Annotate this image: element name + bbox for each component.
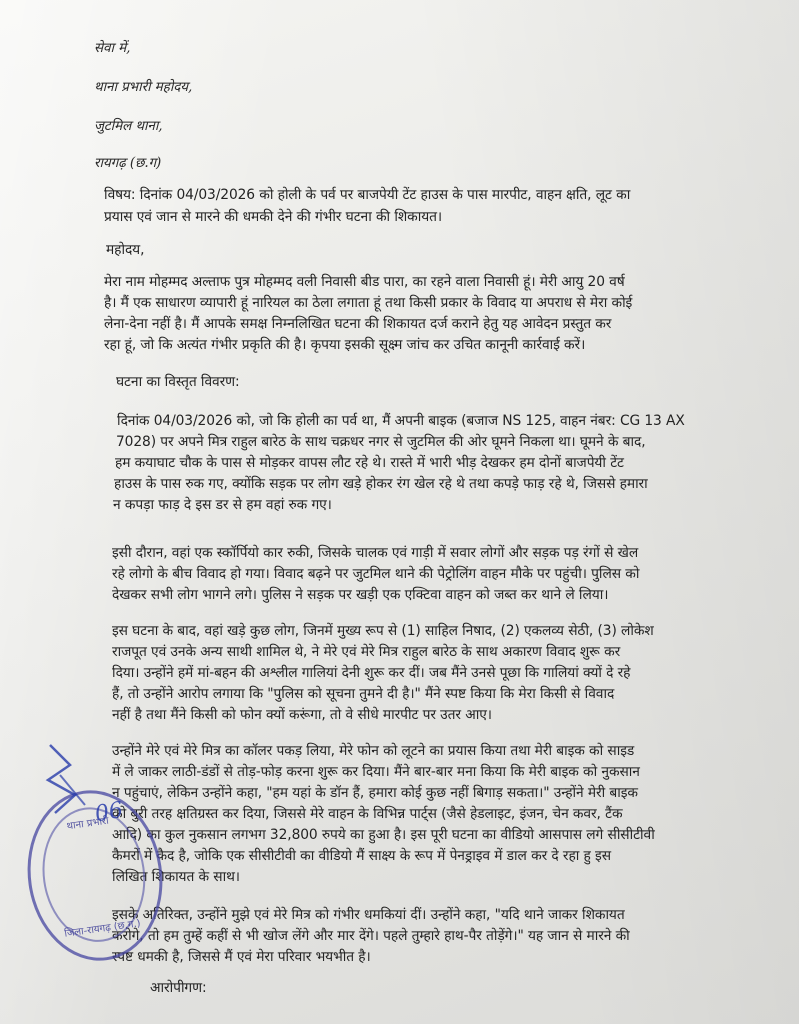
stamp-top-text: थाना प्रभारी <box>66 815 110 833</box>
para3-line: दिया। उन्होंने हमें मां-बहन की अश्लील गालियां देनी शुरू कर दीं। जब मैंने उनसे पूछा कि गालियां क्यों दे रहे <box>112 665 631 681</box>
details-heading: घटना का विस्तृत विवरण: <box>116 374 240 390</box>
stamp-handwritten-number: 06 <box>93 797 125 828</box>
para1-line: 7028) पर अपने मित्र राहुल बारेठ के साथ चक्रधर नगर से जुटमिल की ओर घूमने निकला था। घूमने के बाद, <box>116 434 646 450</box>
para5-line: इसके अतिरिक्त, उन्होंने मुझे एवं मेरे मित्र को गंभीर धमकियां दीं। उन्होंने कहा, "यदि थाने जाकर शिकायत <box>112 907 625 923</box>
address-station: जुटमिल थाना, <box>94 118 163 134</box>
accused-label: आरोपीगण: <box>150 980 207 996</box>
para2-line: इसी दौरान, वहां एक स्कॉर्पियो कार रुकी, जिसके चालक एवं गाड़ी में सवार लोगों और सड़क पड़ रंगों से खेल <box>112 545 639 561</box>
address-to: सेवा में, <box>94 40 131 56</box>
subject-line-1: विषय: दिनांक 04/03/2026 को होली के पर्व पर बाजपेयी टेंट हाउस के पास मारपीट, वाहन क्षति, लूट का <box>104 187 631 203</box>
intro-line: रहा हूं, जो कि अत्यंत गंभीर प्रकृति की है। कृपया इसकी सूक्ष्म जांच कर उचित कानूनी कार्रवाई करें। <box>104 337 586 353</box>
para1-line: न कपड़ा फाड़ दे इस डर से हम वहां रुक गए। <box>113 497 332 513</box>
para2-line: रहे लोगो के बीच विवाद हो गया। विवाद बढ़ने पर जुटमिल थाने की पेट्रोलिंग वाहन मौके पर पहुंची। पुलिस को <box>112 566 640 582</box>
para1-line: हम कयाघाट चौक के पास से मोड़कर वापस लौट रहे थे। रास्ते में भारी भीड़ देखकर हम दोनों बाजपेयी टेंट <box>115 455 624 471</box>
para1-line: हाउस के पास रुक गए, क्योंकि सड़क पर लोग खड़े होकर रंग खेल रहे थे तथा कपड़े फाड़ रहे थे, जिससे हमारा <box>114 476 648 492</box>
para2-line: देखकर सभी लोग भागने लगे। पुलिस ने सड़क पर खड़ी एक एक्टिवा वाहन को जब्त कर थाने ले लिया। <box>112 587 609 603</box>
intro-line: लेना-देना नहीं है। मैं आपके समक्ष निम्नलिखित घटना की शिकायत दर्ज कराने हेतु यह आवेदन प्रस्तुत कर <box>104 316 612 332</box>
para1-line: दिनांक 04/03/2026 को, जो कि होली का पर्व था, मैं अपनी बाइक (बजाज NS 125, वाहन नंबर: CG 13 AX <box>117 413 685 429</box>
para3-line: हैं, तो उन्होंने आरोप लगाया कि "पुलिस को सूचना तुमने दी है।" मैंने स्पष्ट किया कि मेरा किसी से विवाद <box>112 686 615 702</box>
para3-line: राजपूत एवं उनके अन्य साथी शामिल थे, ने मेरे एवं मेरे मित्र राहुल बारेठ के साथ अकारण विवाद शुरू कर <box>112 644 621 660</box>
para4-line: उन्होंने मेरे एवं मेरे मित्र का कॉलर पकड़ लिया, मेरे फोन को लूटने का प्रयास किया तथा मेरी बाइक को साइड <box>112 743 635 759</box>
para4-line: को बुरी तरह क्षतिग्रस्त कर दिया, जिससे मेरे वाहन के विभिन्न पार्ट्स (जैसे हेडलाइट, इंजन, चेन कवर, टैंक <box>112 806 623 822</box>
para4-line: कैमरों में कैद है, जोकि एक सीसीटीवी का वीडियो मैं साक्ष्य के रूप में पेनड्राइव में डाल कर दे रहा हु इस <box>112 848 611 864</box>
para5-line: करोगे, तो हम तुम्हें कहीं से भी खोज लेंगे और मार देंगे। पहले तुम्हारे हाथ-पैर तोड़ेंगे।" यह जान से मारने की <box>112 928 630 944</box>
salutation: महोदय, <box>106 242 145 258</box>
intro-line: है। मैं एक साधारण व्यापारी हूं नारियल का ठेला लगाता हूं तथा किसी प्रकार के विवाद या अपराध से मेरा कोई <box>104 295 633 311</box>
para5-line: स्पष्ट धमकी है, जिससे मैं एवं मेरा परिवार भयभीत है। <box>112 949 371 965</box>
subject-line-2: प्रयास एवं जान से मारने की धमकी देने की गंभीर घटना की शिकायत। <box>104 209 443 225</box>
stamp-bottom-text: जिला-रायगढ़ (छ.ग.) <box>63 918 142 940</box>
address-officer: थाना प्रभारी महोदय, <box>94 79 193 95</box>
para4-line: न पहुंचाएं, लेकिन उन्होंने कहा, "हम यहां के डॉन हैं, हमारा कोई कुछ नहीं बिगाड़ सकता।" उन्होंने मेरी बाइक <box>112 785 638 801</box>
para4-line: लिखित शिकायत के साथ। <box>112 869 240 885</box>
signature-scribble-icon <box>30 735 120 825</box>
para3-line: इस घटना के बाद, वहां खड़े कुछ लोग, जिनमें मुख्य रूप से (1) साहिल निषाद, (2) एकलव्य सेठी, (3) लोकेश <box>112 623 654 639</box>
para3-line: नहीं है तथा मैंने किसी को फोन क्यों करूंगा, तो वे सीधे मारपीट पर उतर आए। <box>112 707 492 723</box>
para4-line: आदि) का कुल नुकसान लगभग 32,800 रुपये का हुआ है। इस पूरी घटना का वीडियो आसपास लगे सीसीटीवी <box>112 827 655 843</box>
intro-line: मेरा नाम मोहम्मद अल्ताफ पुत्र मोहम्मद वली निवासी बीड पारा, का रहने वाला निवासी हूं। मेरी आयु 20 वर्ष <box>104 274 625 290</box>
address-place: रायगढ़ (छ.ग) <box>94 155 162 171</box>
para4-line: में ले जाकर लाठी-डंडों से तोड़-फोड़ करना शुरू कर दिया। मैंने बार-बार मना किया कि मेरी बाइक को नुकसान <box>112 764 640 780</box>
